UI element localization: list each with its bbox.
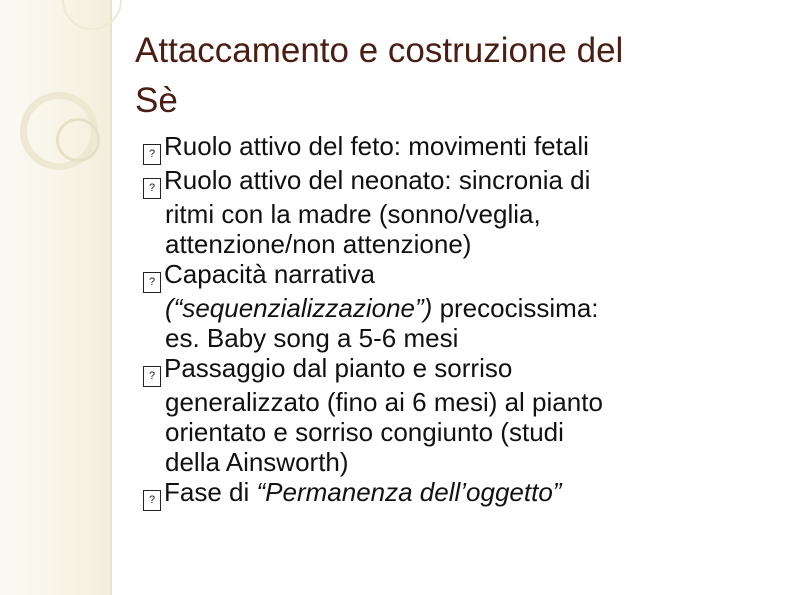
left-decorative-band	[0, 0, 112, 595]
bullet-text-continuation: generalizzato (fino ai 6 mesi) al pianto	[165, 387, 603, 417]
bullet-text: Capacità narrativa	[164, 259, 375, 289]
bullet-text: Ruolo attivo del feto: movimenti fetali	[164, 131, 589, 161]
bullet-item-fetal-role	[143, 131, 763, 165]
bullet-marker-icon: ?	[143, 178, 161, 199]
bullet-text-continuation	[143, 293, 763, 323]
bullet-list	[143, 131, 763, 511]
bullet-text-continuation: attenzione/non attenzione)	[165, 229, 472, 259]
bullet-marker-icon: ?	[143, 490, 161, 511]
bullet-marker-icon: ?	[143, 272, 161, 293]
bullet-item-crying-smiling	[143, 353, 763, 477]
decorative-ring-small	[56, 118, 100, 162]
slide-title	[135, 26, 765, 126]
bullet-marker-icon: ?	[143, 144, 161, 165]
slide-title-line-2: Sè	[135, 81, 178, 120]
slide-title-line-1: Attaccamento e costruzione del	[135, 31, 624, 70]
bullet-text-continuation: es. Baby song a 5-6 mesi	[165, 323, 459, 353]
bullet-text: Passaggio dal pianto e sorriso	[164, 353, 513, 383]
bullet-item-narrative-capacity	[143, 259, 763, 353]
bullet-text: Ruolo attivo del neonato: sincronia di	[164, 165, 591, 195]
bullet-text: Fase di	[164, 477, 257, 507]
bullet-text: precocissima:	[432, 293, 599, 323]
bullet-text-continuation: della Ainsworth)	[165, 447, 349, 477]
bullet-item-object-permanence	[143, 477, 763, 511]
bullet-marker-icon: ?	[143, 366, 161, 387]
italic-term: “Permanenza dell’oggetto”	[256, 477, 562, 507]
bullet-item-newborn-role	[143, 165, 763, 259]
bullet-text-continuation: ritmi con la madre (sonno/veglia,	[165, 199, 541, 229]
bullet-text-continuation: orientato e sorriso congiunto (studi	[165, 417, 564, 447]
italic-term: (“sequenzializzazione”)	[165, 293, 433, 323]
left-divider-line	[110, 0, 112, 595]
